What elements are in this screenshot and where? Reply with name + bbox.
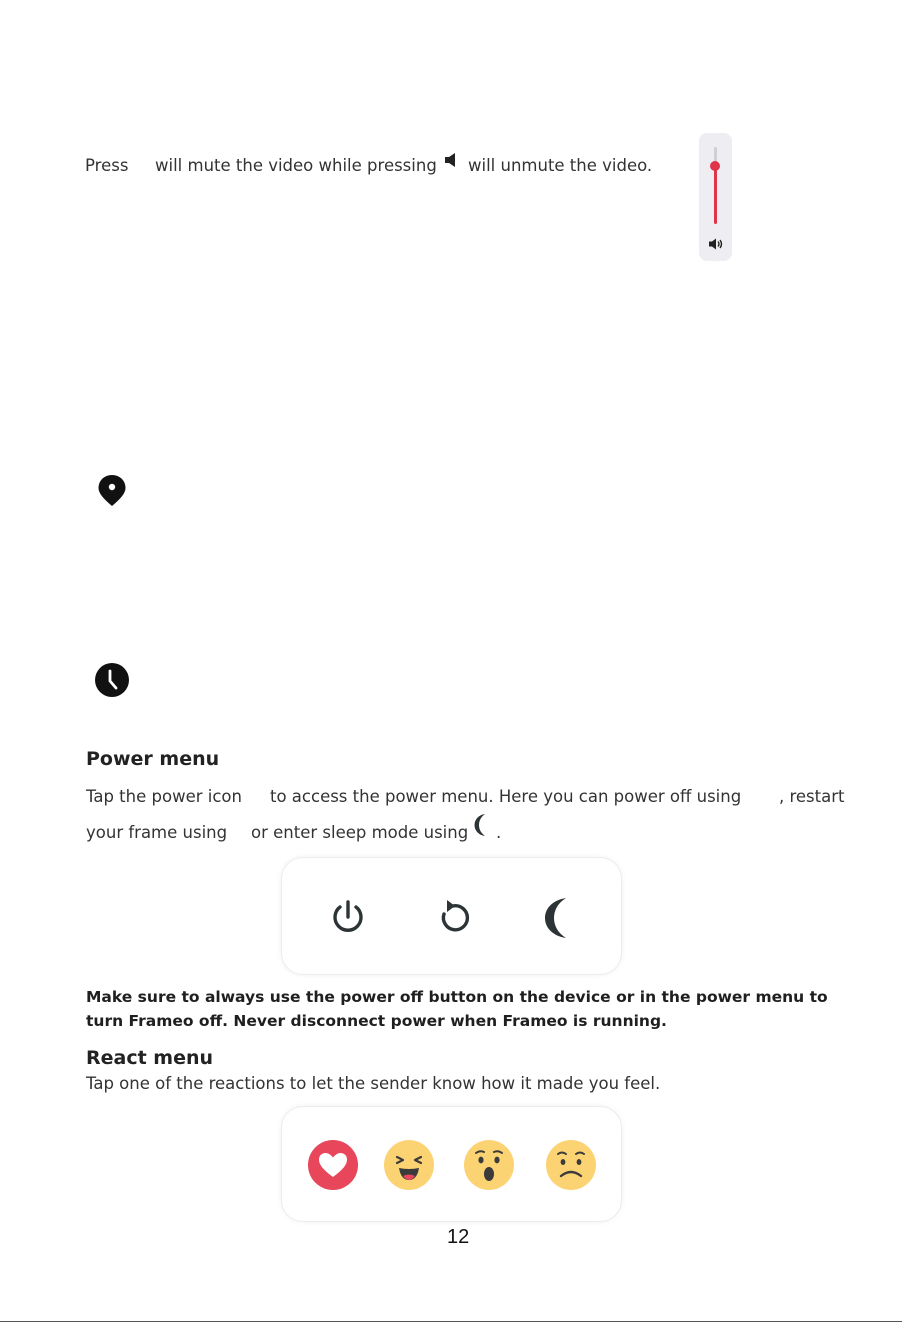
restart-icon[interactable] — [433, 897, 473, 937]
location-pin-icon — [97, 473, 127, 507]
power-menu-text-2c: . — [496, 823, 502, 842]
speaker-icon — [708, 237, 724, 251]
power-menu-text-2a: your frame using — [86, 823, 228, 842]
react-menu-description: Tap one of the reactions to let the sender know how it made you feel. — [86, 1074, 661, 1093]
press-text: Press — [85, 156, 129, 175]
page-bottom-rule — [0, 1321, 902, 1322]
mute-description: will mute the video while pressing — [155, 156, 437, 175]
power-menu-text-2b: or enter sleep mode using — [251, 823, 469, 842]
speaker-icon — [444, 152, 458, 168]
volume-track-fill — [714, 163, 717, 224]
moon-icon — [472, 813, 492, 837]
volume-slider[interactable] — [699, 133, 732, 261]
warning-line-1: Make sure to always use the power off button on the device or in the power menu to — [86, 988, 828, 1006]
react-menu-panel — [281, 1106, 622, 1222]
power-menu-text-1a: Tap the power icon — [86, 787, 242, 806]
power-icon[interactable] — [328, 897, 368, 937]
power-menu-heading: Power menu — [86, 748, 220, 770]
react-menu-heading: React menu — [86, 1047, 214, 1069]
volume-knob[interactable] — [710, 161, 720, 171]
worried-emoji-icon[interactable] — [546, 1140, 596, 1190]
power-menu-text-1b: to access the power menu. Here you can power off using — [270, 787, 742, 806]
warning-line-2: turn Frameo off. Never disconnect power when Frameo is running. — [86, 1012, 667, 1030]
power-menu-panel — [281, 857, 622, 975]
laughing-emoji-icon[interactable] — [384, 1140, 434, 1190]
clock-icon — [94, 662, 130, 698]
power-menu-text-1c: , restart — [779, 787, 845, 806]
surprised-emoji-icon[interactable] — [464, 1140, 514, 1190]
moon-icon[interactable] — [540, 896, 574, 940]
page-number: 12 — [447, 1226, 470, 1248]
heart-icon[interactable] — [308, 1140, 358, 1190]
unmute-description: will unmute the video. — [468, 156, 653, 175]
